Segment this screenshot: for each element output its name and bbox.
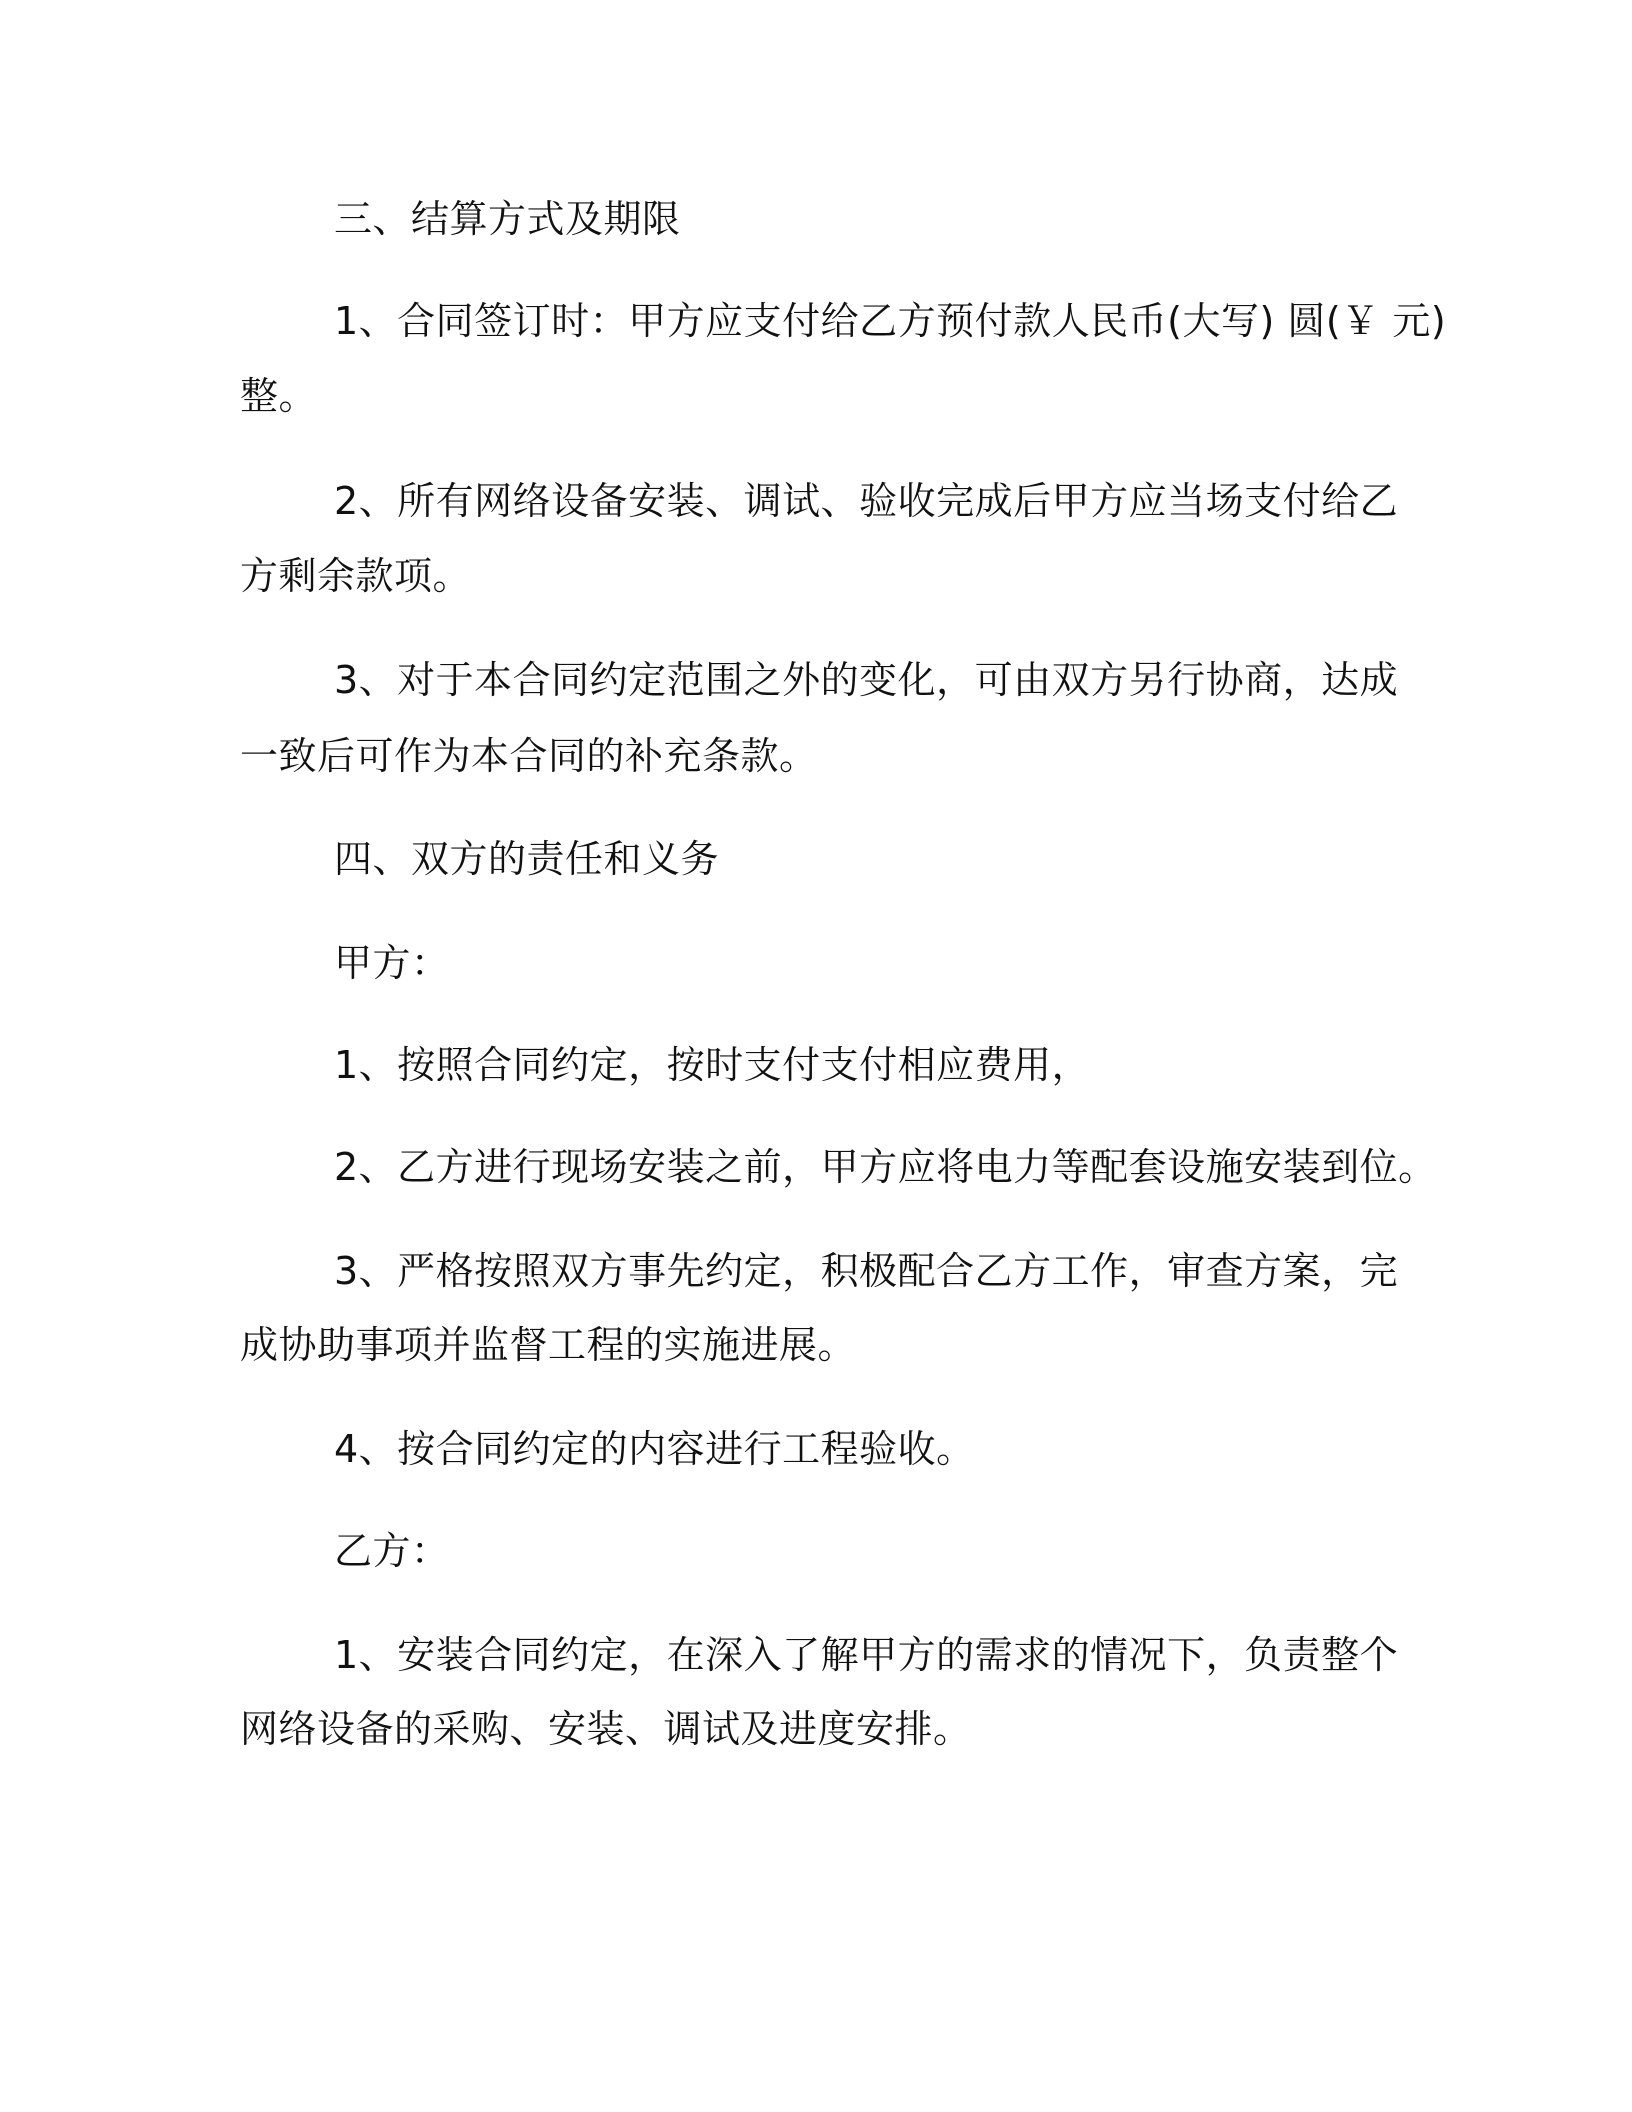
section3-item1-line2: 整。	[240, 374, 318, 418]
party-a-item2: 2、乙方进行现场安装之前，甲方应将电力等配套设施安装到位。	[334, 1145, 1437, 1189]
party-a-item3-line2: 成协助事项并监督工程的实施进展。	[240, 1323, 857, 1367]
party-a-item4: 4、按合同约定的内容进行工程验收。	[334, 1427, 975, 1471]
section3-item2-line2: 方剩余款项。	[240, 554, 472, 598]
party-a-item3-line1: 3、严格按照双方事先约定，积极配合乙方工作，审查方案，完	[334, 1249, 1399, 1293]
party-a-item1: 1、按照合同约定，按时支付支付相应费用，	[334, 1043, 1091, 1087]
party-a-label: 甲方：	[334, 941, 450, 985]
party-b-label: 乙方：	[334, 1529, 450, 1573]
section3-item3-line2: 一致后可作为本合同的补充条款。	[240, 734, 818, 778]
party-b-item1-line2: 网络设备的采购、安装、调试及进度安排。	[240, 1707, 972, 1751]
party-b-item1-line1: 1、安装合同约定，在深入了解甲方的需求的情况下，负责整个	[334, 1633, 1399, 1677]
section3-item2-line1: 2、所有网络设备安装、调试、验收完成后甲方应当场支付给乙	[334, 479, 1399, 523]
section4-heading: 四、双方的责任和义务	[334, 837, 720, 881]
section3-heading: 三、结算方式及期限	[334, 197, 681, 241]
section3-item1-line1: 1、合同签订时：甲方应支付给乙方预付款人民币(大写) 圆(￥ 元)	[334, 299, 1447, 343]
section3-item3-line1: 3、对于本合同约定范围之外的变化，可由双方另行协商，达成	[334, 658, 1399, 702]
